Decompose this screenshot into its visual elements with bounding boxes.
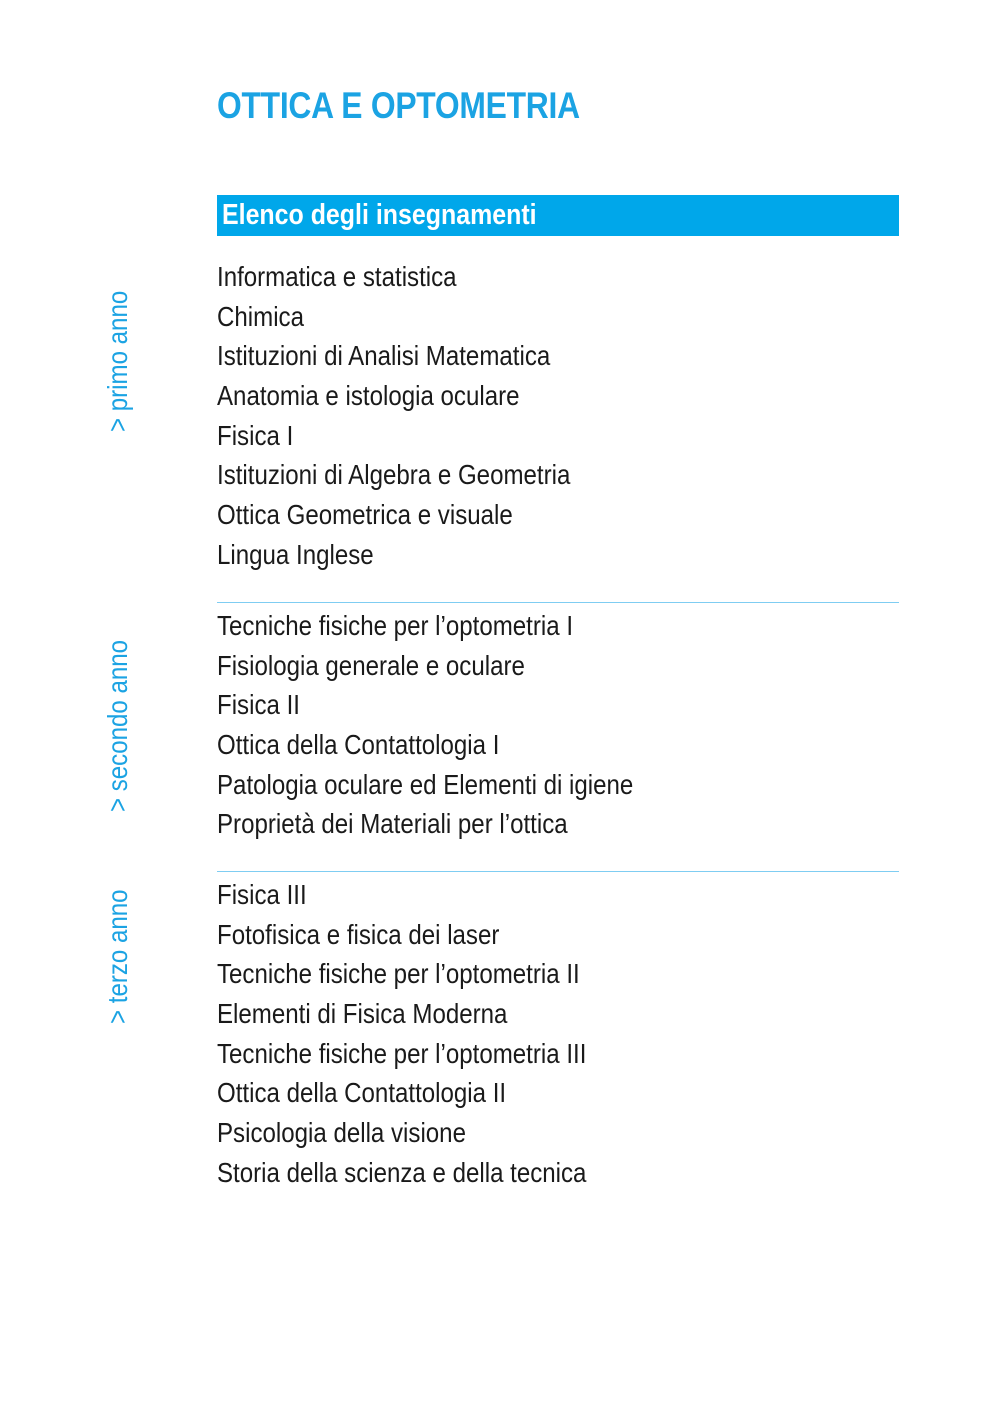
list-item: Psicologia della visione	[217, 1117, 466, 1149]
list-item: Anatomia e istologia oculare	[217, 380, 520, 412]
list-item: Chimica	[217, 300, 304, 332]
section-heading-bar	[217, 195, 899, 236]
course-list-secondo-anno	[217, 606, 701, 844]
list-item: Lingua Inglese	[217, 538, 374, 570]
list-item: Elementi di Fisica Moderna	[217, 998, 508, 1030]
list-item: Fisiologia generale e oculare	[217, 649, 525, 681]
section-heading: Elenco degli insegnamenti	[222, 199, 537, 231]
list-item: Proprietà dei Materiali per l’ottica	[217, 808, 568, 840]
list-item: Istituzioni di Analisi Matematica	[217, 340, 551, 372]
course-list-terzo-anno	[217, 875, 647, 1193]
list-item: Tecniche fisiche per l’optometria I	[217, 610, 574, 641]
page-title: OTTICA E OPTOMETRIA	[217, 85, 580, 126]
list-item: Tecniche fisiche per l’optometria II	[217, 958, 580, 990]
list-item: Tecniche fisiche per l’optometria III	[217, 1037, 587, 1069]
list-item: Storia della scienza e della tecnica	[217, 1156, 587, 1188]
list-item: Ottica della Contattologia II	[217, 1077, 507, 1109]
course-list-primo-anno	[217, 257, 628, 575]
list-item: Fisica I	[217, 419, 294, 451]
list-item: Fisica II	[217, 689, 300, 721]
year-label-terzo-anno: > terzo anno	[102, 889, 133, 1024]
year-divider	[217, 602, 899, 603]
list-item: Istituzioni di Algebra e Geometria	[217, 459, 571, 491]
list-item: Ottica Geometrica e visuale	[217, 499, 513, 531]
list-item: Fisica III	[217, 879, 307, 910]
list-item: Ottica della Contattologia I	[217, 729, 500, 761]
year-label-primo-anno: > primo anno	[102, 290, 133, 432]
list-item: Fotofisica e fisica dei laser	[217, 918, 500, 950]
list-item: Informatica e statistica	[217, 261, 457, 292]
year-label-secondo-anno: > secondo anno	[102, 639, 133, 812]
year-divider	[217, 871, 899, 872]
list-item: Patologia oculare ed Elementi di igiene	[217, 768, 634, 800]
